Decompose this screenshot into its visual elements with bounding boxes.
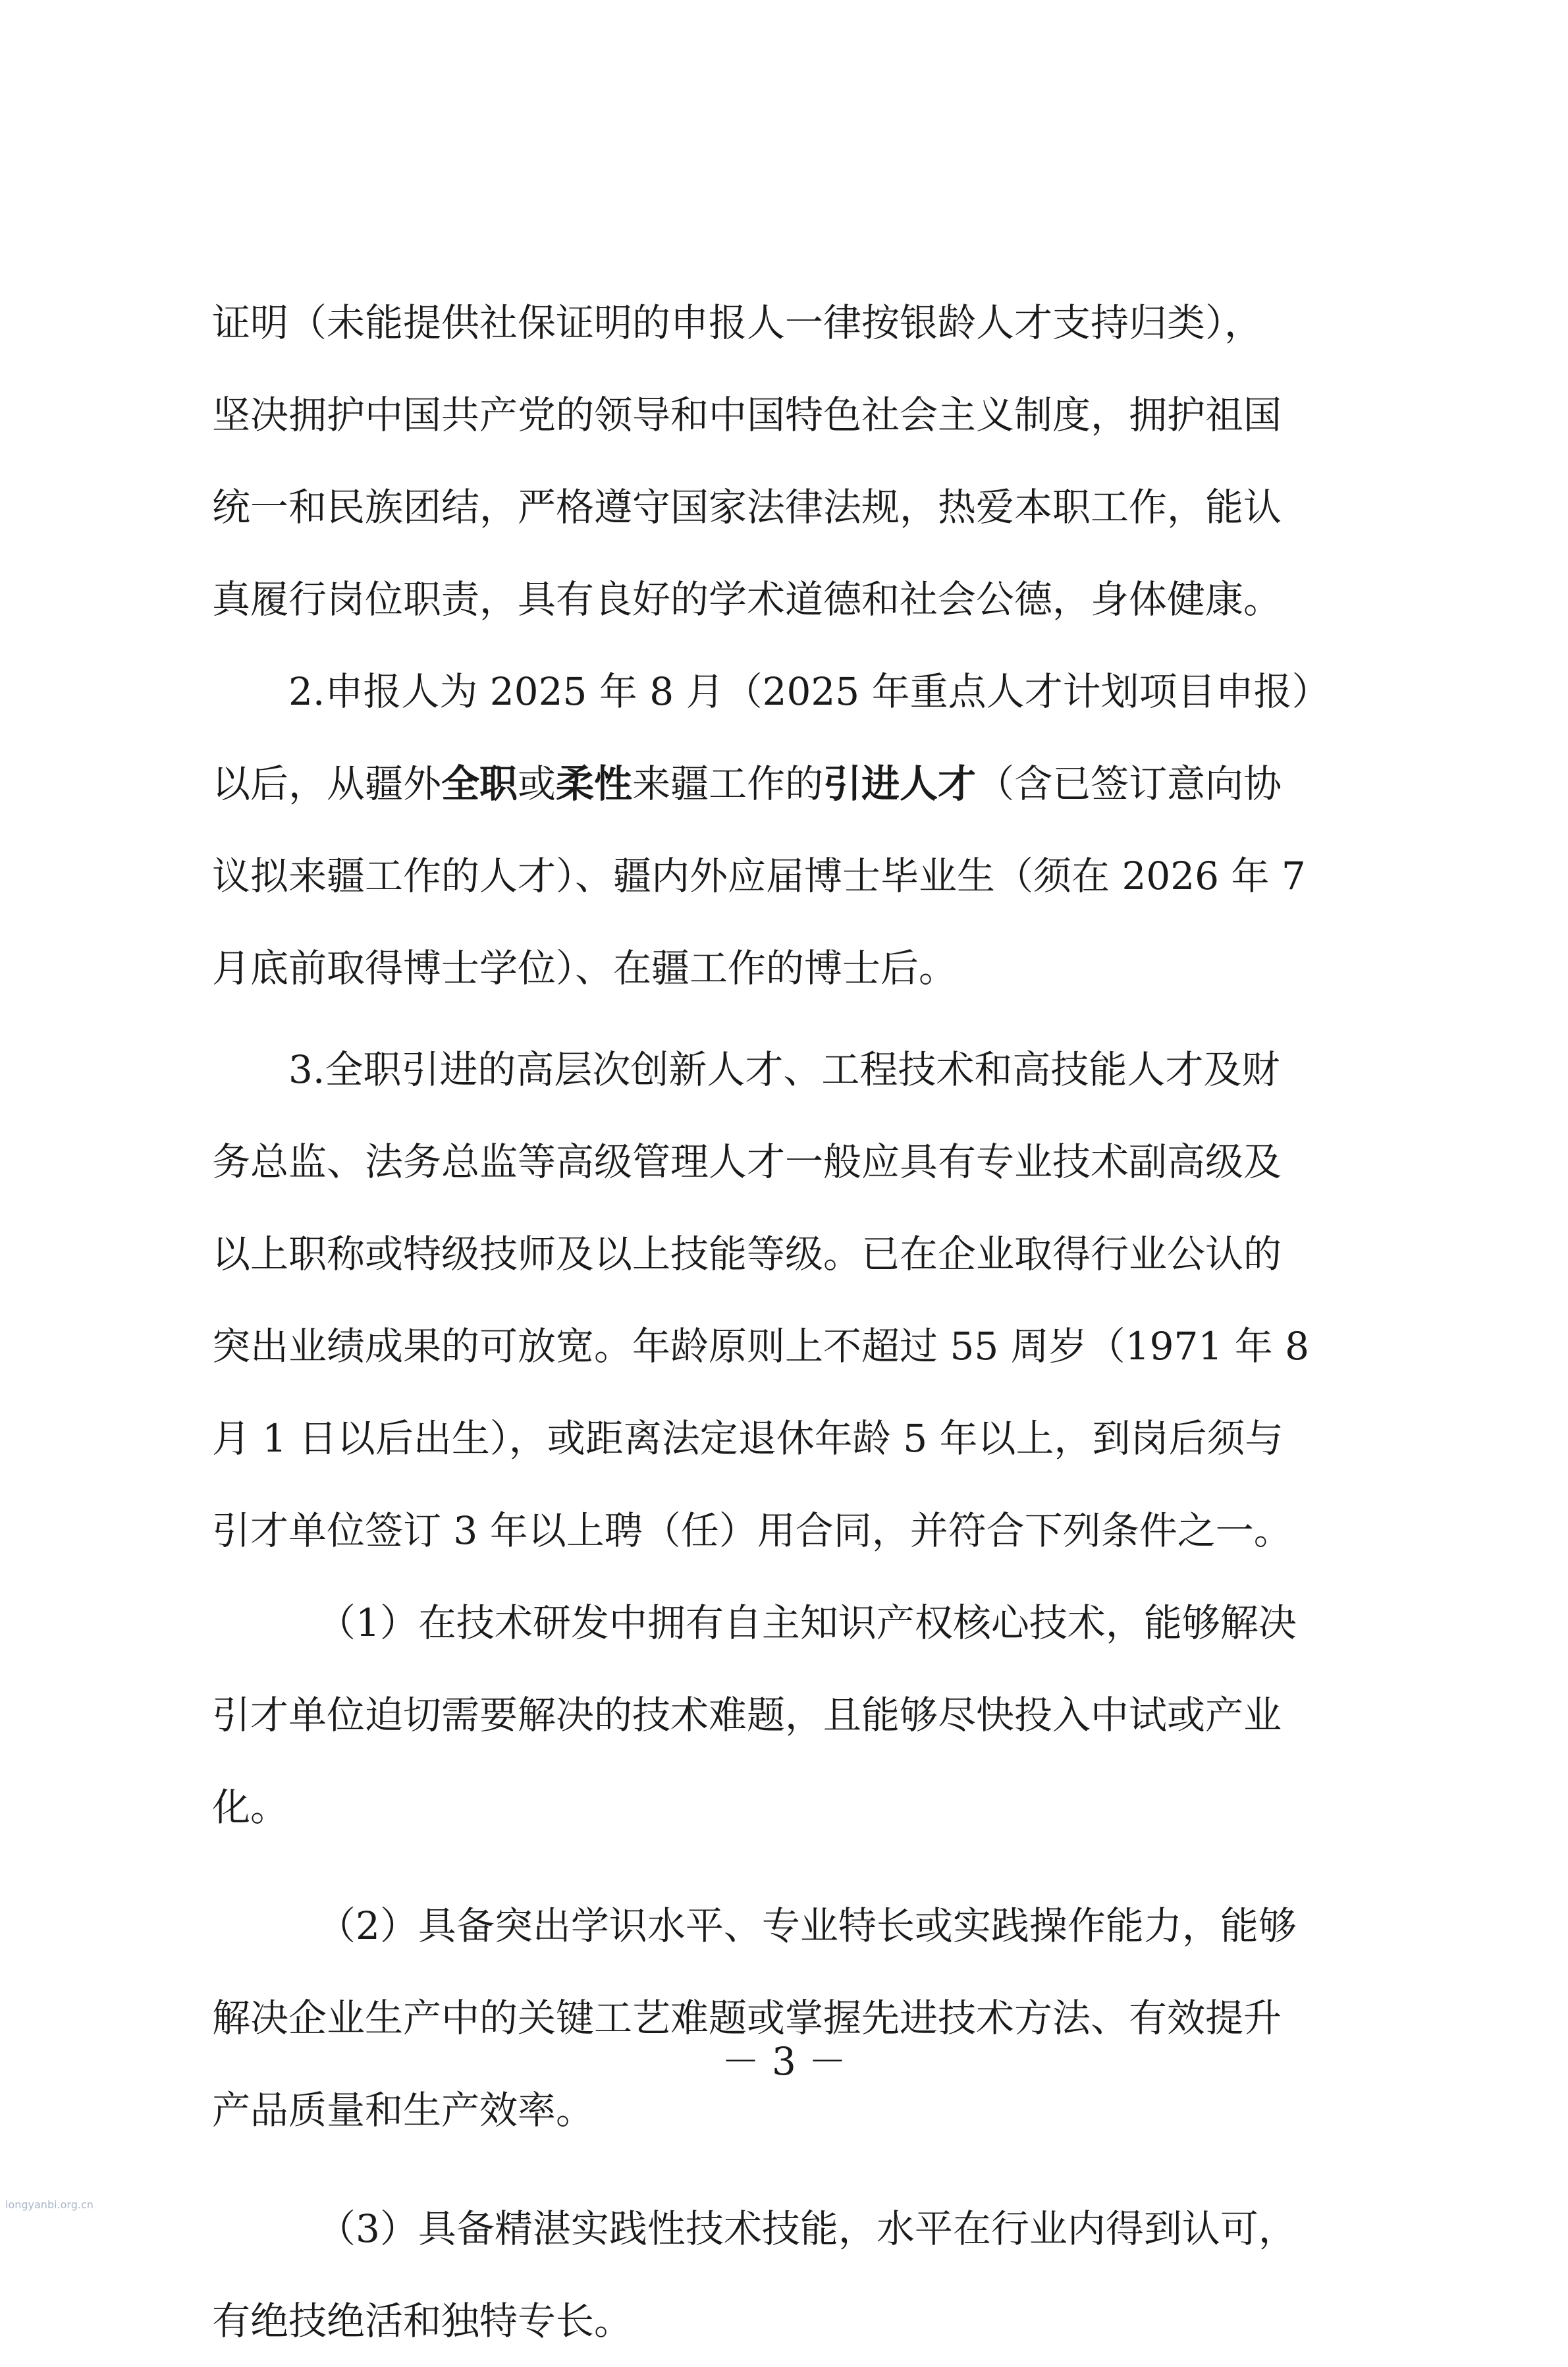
spacer xyxy=(212,1853,1358,1880)
paragraph-line: 2.申报人为 2025 年 8 月（2025 年重点人才计划项目申报） xyxy=(288,669,1330,714)
spacer xyxy=(212,2156,1358,2183)
text-run: （含已签订意向协 xyxy=(976,761,1282,806)
paragraph-line: 以上职称或特级技师及以上技能等级。已在企业取得行业公认的 xyxy=(212,1232,1282,1276)
list-item-line: （1）在技术研发中拥有自主知识产权核心技术，能够解决 xyxy=(317,1600,1297,1645)
list-item-line: （2）具备突出学识水平、专业特长或实践操作能力，能够 xyxy=(317,1903,1297,1948)
paragraph-line: 统一和民族团结，严格遵守国家法律法规，热爱本职工作，能认 xyxy=(212,485,1282,530)
paragraph-line: 证明（未能提供社保证明的申报人一律按银龄人才支持归类）， xyxy=(212,300,1263,345)
list-item-line: 化。 xyxy=(212,1785,289,1830)
paragraph-line: 月底前取得博士学位）、在疆工作的博士后。 xyxy=(212,946,958,991)
list-item-line: 引才单位迫切需要解决的技术难题，且能够尽快投入中试或产业 xyxy=(212,1693,1282,1737)
text-run: 或 xyxy=(518,761,556,806)
spacer xyxy=(212,1014,1358,1023)
page-number: － 3 － xyxy=(721,2039,847,2084)
paragraph-line: 真履行岗位职责，具有良好的学术道德和社会公德，身体健康。 xyxy=(212,577,1282,622)
list-item-line: 有绝技绝活和独特专长。 xyxy=(212,2299,633,2343)
list-item-line: 产品质量和生产效率。 xyxy=(212,2088,595,2133)
emphasis-flexible: 柔性 xyxy=(556,761,633,806)
text-run: 来疆工作的 xyxy=(632,761,824,806)
list-item-line: 解决企业生产中的关键工艺难题或掌握先进技术方法、有效提升 xyxy=(212,1996,1282,2040)
paragraph-line: 引才单位签订 3 年以上聘（任）用合同，并符合下列条件之一。 xyxy=(212,1508,1292,1553)
list-item-line: （3）具备精湛实践性技术技能，水平在行业内得到认可， xyxy=(317,2206,1297,2251)
emphasis-introduced-talent: 引进人才 xyxy=(823,761,977,806)
paragraph-line: 议拟来疆工作的人才）、疆内外应届博士毕业生（须在 2026 年 7 xyxy=(212,854,1306,898)
watermark-text: longyanbi.org.cn xyxy=(5,2198,94,2211)
paragraph-line-mixed xyxy=(212,738,1358,830)
paragraph-line: 务总监、法务总监等高级管理人才一般应具有专业技术副高级及 xyxy=(212,1139,1282,1184)
paragraph-line: 3.全职引进的高层次创新人才、工程技术和高技能人才及财 xyxy=(288,1047,1280,1092)
paragraph-line: 月 1 日以后出生），或距离法定退休年龄 5 年以上，到岗后须与 xyxy=(212,1416,1284,1461)
emphasis-full-time: 全职 xyxy=(441,761,518,806)
text-run: 以后，从疆外 xyxy=(212,761,442,806)
paragraph-line: 突出业绩成果的可放宽。年龄原则上不超过 55 周岁（1971 年 8 xyxy=(212,1324,1310,1369)
paragraph-line: 坚决拥护中国共产党的领导和中国特色社会主义制度，拥护祖国 xyxy=(212,393,1282,437)
